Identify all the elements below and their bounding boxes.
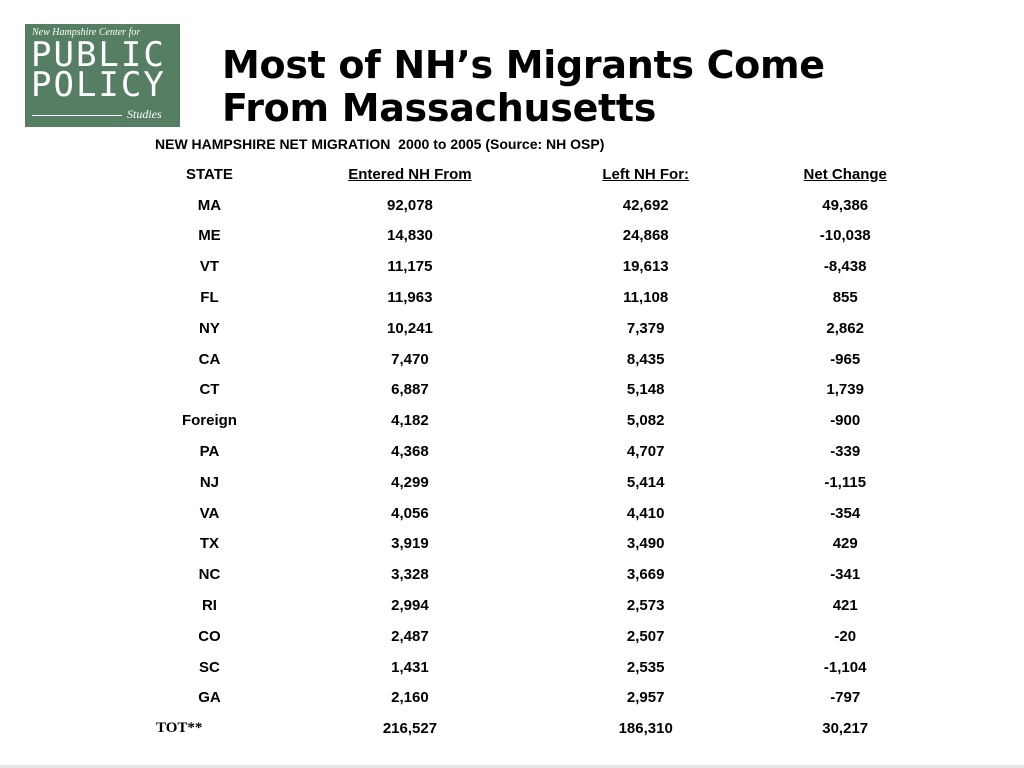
left-cell: 19,613 — [622, 258, 669, 276]
logo-word-policy: POLICY — [31, 65, 166, 105]
table-row — [150, 498, 950, 529]
table-row — [150, 683, 950, 714]
net-change-cell: -900 — [830, 412, 861, 430]
state-cell: GA — [198, 689, 221, 707]
net-change-cell: 421 — [832, 597, 858, 615]
migration-table — [150, 159, 950, 744]
title-line-1: Most of NH’s Migrants Come — [222, 43, 825, 87]
entered-cell: 4,299 — [391, 473, 429, 491]
left-cell: 3,669 — [626, 566, 665, 584]
entered-cell: 11,175 — [387, 258, 433, 276]
logo-org-text: New Hampshire Center for — [32, 27, 141, 38]
entered-cell: 2,160 — [391, 689, 429, 707]
left-cell: 11,108 — [623, 289, 669, 307]
entered-cell: 7,470 — [391, 350, 429, 368]
net-change-cell: -20 — [834, 627, 857, 645]
state-cell: CA — [198, 350, 221, 368]
logo-rule — [32, 115, 122, 116]
state-cell: CT — [199, 381, 220, 399]
state-cell: FL — [200, 289, 219, 307]
state-cell: NC — [198, 566, 221, 584]
entered-cell: 1,431 — [391, 658, 429, 676]
table-row — [150, 251, 950, 282]
left-cell: 2,535 — [626, 658, 665, 676]
entered-cell: 2,487 — [391, 627, 429, 645]
net-change-cell: 49,386 — [822, 196, 869, 214]
header-entered: Entered NH From — [348, 165, 472, 183]
table-caption: NEW HAMPSHIRE NET MIGRATION 2000 to 2005 (Source: NH OSP) — [155, 136, 605, 152]
net-change-cell: -10,038 — [819, 227, 871, 245]
table-row — [150, 467, 950, 498]
left-cell: 3,490 — [626, 535, 665, 553]
logo — [25, 24, 180, 127]
total-net-change-cell: 30,217 — [822, 720, 869, 738]
total-left-cell: 186,310 — [618, 720, 673, 738]
table-row — [150, 221, 950, 252]
table-row — [150, 529, 950, 560]
entered-cell: 11,963 — [387, 289, 433, 307]
state-cell: VT — [199, 258, 220, 276]
net-change-cell: -797 — [830, 689, 861, 707]
title-line-2: From Massachusetts — [222, 86, 657, 130]
entered-cell: 6,887 — [391, 381, 429, 399]
state-cell: SC — [199, 658, 220, 676]
state-cell: ME — [198, 227, 221, 245]
total-entered-cell: 216,527 — [382, 720, 438, 738]
net-change-cell: 855 — [832, 289, 858, 307]
entered-cell: 4,182 — [391, 412, 429, 430]
header-left: Left NH For: — [602, 165, 690, 183]
table-row — [150, 190, 950, 221]
total-state-cell: TOT** — [156, 720, 203, 737]
left-cell: 24,868 — [622, 227, 669, 245]
table-row — [150, 313, 950, 344]
page-title — [222, 44, 825, 130]
left-cell: 2,573 — [626, 597, 665, 615]
left-cell: 4,410 — [626, 504, 665, 522]
table-row — [150, 282, 950, 313]
left-cell: 42,692 — [622, 196, 669, 214]
header-net-change: Net Change — [803, 165, 887, 183]
left-cell: 2,507 — [626, 627, 665, 645]
entered-cell: 3,328 — [391, 566, 429, 584]
left-cell: 7,379 — [626, 319, 665, 337]
header-state: STATE — [185, 165, 233, 183]
left-cell: 4,707 — [626, 443, 665, 461]
net-change-cell: -8,438 — [823, 258, 867, 276]
net-change-cell: 1,739 — [826, 381, 864, 399]
entered-cell: 92,078 — [387, 196, 433, 214]
net-change-cell: 2,862 — [826, 319, 864, 337]
net-change-cell: 429 — [832, 535, 858, 553]
state-cell: PA — [199, 443, 220, 461]
net-change-cell: -354 — [830, 504, 861, 522]
left-cell: 5,082 — [626, 412, 665, 430]
table-row — [150, 405, 950, 436]
table-row — [150, 344, 950, 375]
state-cell: RI — [201, 597, 217, 615]
table-row — [150, 621, 950, 652]
logo-word-studies: Studies — [127, 107, 162, 121]
table-total-row — [150, 713, 950, 744]
left-cell: 5,414 — [626, 473, 665, 491]
state-cell: MA — [197, 196, 222, 214]
state-cell: NJ — [199, 473, 220, 491]
state-cell: NY — [199, 319, 220, 337]
table-header-row — [150, 159, 950, 190]
state-cell: CO — [198, 627, 221, 645]
left-cell: 2,957 — [626, 689, 665, 707]
table-row — [150, 375, 950, 406]
left-cell: 8,435 — [626, 350, 665, 368]
table-row — [150, 652, 950, 683]
table-row — [150, 559, 950, 590]
entered-cell: 14,830 — [387, 227, 433, 245]
state-cell: VA — [199, 504, 220, 522]
net-change-cell: -965 — [830, 350, 861, 368]
net-change-cell: -339 — [830, 443, 861, 461]
left-cell: 5,148 — [626, 381, 665, 399]
entered-cell: 2,994 — [391, 597, 429, 615]
table-row — [150, 590, 950, 621]
net-change-cell: -1,104 — [823, 658, 867, 676]
entered-cell: 4,056 — [391, 504, 429, 522]
table-row — [150, 436, 950, 467]
net-change-cell: -341 — [830, 566, 861, 584]
net-change-cell: -1,115 — [824, 473, 867, 491]
entered-cell: 10,241 — [387, 319, 433, 337]
state-cell: Foreign — [181, 412, 237, 430]
entered-cell: 3,919 — [391, 535, 429, 553]
entered-cell: 4,368 — [391, 443, 429, 461]
logo-word-public: PUBLIC — [31, 35, 166, 75]
state-cell: TX — [199, 535, 220, 553]
